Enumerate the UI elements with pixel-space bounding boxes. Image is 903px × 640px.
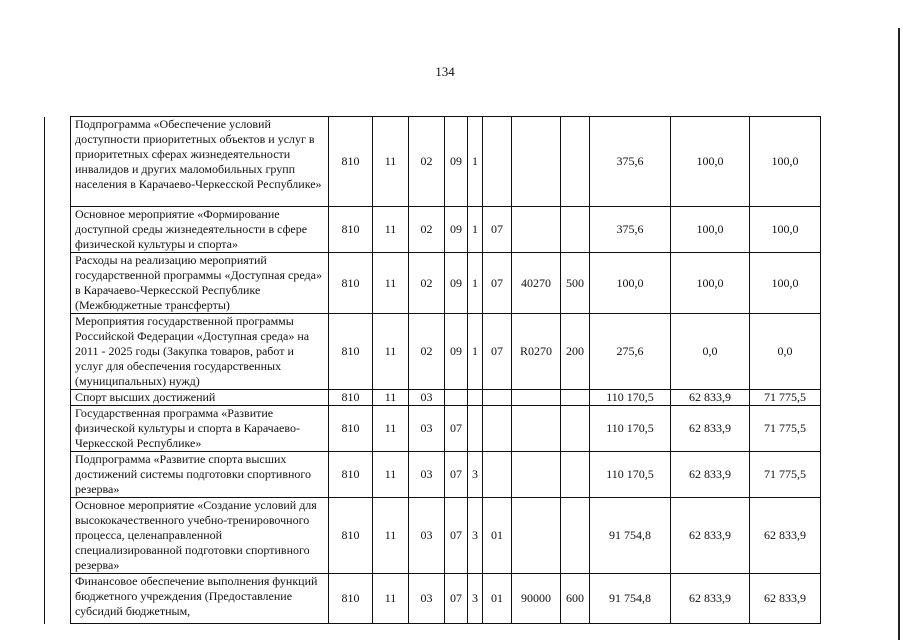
pr-cell: 02 bbox=[409, 314, 445, 390]
csr-subprogram-cell bbox=[468, 406, 483, 452]
csr-subprogram-cell bbox=[468, 390, 483, 406]
csr-program-cell: 07 bbox=[445, 452, 468, 498]
name-cell: Государственная программа «Развитие физической культуры и спорта в Карачаево-Черкесской Республике» bbox=[71, 406, 329, 452]
ved-cell: 810 bbox=[329, 390, 373, 406]
scan-edge-line bbox=[898, 28, 900, 640]
rz-cell: 11 bbox=[373, 406, 409, 452]
row-number-cell bbox=[45, 390, 71, 406]
csr-event-cell bbox=[483, 452, 512, 498]
ved-cell: 810 bbox=[329, 207, 373, 253]
name-cell: Финансовое обеспечение выполнения функций бюджетного учреждения (Предоставление субсидий бюджетным, bbox=[71, 574, 329, 624]
csr-subprogram-cell: 3 bbox=[468, 498, 483, 574]
year2-amount-cell: 62 833,9 bbox=[671, 390, 750, 406]
rz-cell: 11 bbox=[373, 253, 409, 314]
table-row bbox=[45, 498, 821, 574]
csr-event-cell: 07 bbox=[483, 253, 512, 314]
year3-amount-cell: 100,0 bbox=[750, 207, 821, 253]
row-number-cell bbox=[45, 498, 71, 574]
name-cell: Основное мероприятие «Формирование доступной среды жизнедеятельности в сфере физической культуры и спорта» bbox=[71, 207, 329, 253]
ved-cell: 810 bbox=[329, 498, 373, 574]
name-cell: Основное мероприятие «Создание условий для высококачественного учебно-тренировочного процесса, целенаправленной специализированной подготовки спортивного резерва» bbox=[71, 498, 329, 574]
vr-cell bbox=[561, 117, 590, 207]
budget-table bbox=[44, 116, 821, 624]
csr-event-cell: 01 bbox=[483, 574, 512, 624]
year2-amount-cell: 62 833,9 bbox=[671, 452, 750, 498]
year2-amount-cell: 62 833,9 bbox=[671, 574, 750, 624]
name-cell: Подпрограмма «Развитие спорта высших достижений системы подготовки спортивного резерва» bbox=[71, 452, 329, 498]
vr-cell bbox=[561, 452, 590, 498]
ved-cell: 810 bbox=[329, 574, 373, 624]
csr-event-cell bbox=[483, 406, 512, 452]
rz-cell: 11 bbox=[373, 207, 409, 253]
year1-amount-cell: 100,0 bbox=[590, 253, 671, 314]
row-number-cell bbox=[45, 406, 71, 452]
pr-cell: 03 bbox=[409, 452, 445, 498]
pr-cell: 03 bbox=[409, 574, 445, 624]
table-row bbox=[45, 452, 821, 498]
row-number-cell bbox=[45, 207, 71, 253]
year2-amount-cell: 0,0 bbox=[671, 314, 750, 390]
year1-amount-cell: 91 754,8 bbox=[590, 574, 671, 624]
csr-event-cell: 07 bbox=[483, 207, 512, 253]
ved-cell: 810 bbox=[329, 253, 373, 314]
csr-subprogram-cell: 3 bbox=[468, 452, 483, 498]
vr-cell bbox=[561, 207, 590, 253]
csr-program-cell: 07 bbox=[445, 574, 468, 624]
name-cell: Мероприятия государственной программы Российской Федерации «Доступная среда» на 2011 - 2025 годы (Закупка товаров, работ и услуг для обеспечения государственных (муниципальных) нужд) bbox=[71, 314, 329, 390]
csr-subprogram-cell: 3 bbox=[468, 574, 483, 624]
table-body bbox=[45, 117, 821, 624]
year1-amount-cell: 91 754,8 bbox=[590, 498, 671, 574]
year1-amount-cell: 110 170,5 bbox=[590, 390, 671, 406]
name-cell: Подпрограмма «Обеспечение условий доступности приоритетных объектов и услуг в приоритетных сферах жизнедеятельности инвалидов и других маломобильных групп населения в Карачаево-Черкесской Республике» bbox=[71, 117, 329, 207]
vr-cell bbox=[561, 390, 590, 406]
ved-cell: 810 bbox=[329, 452, 373, 498]
vr-cell bbox=[561, 498, 590, 574]
csr-program-cell: 07 bbox=[445, 406, 468, 452]
ved-cell: 810 bbox=[329, 117, 373, 207]
year3-amount-cell: 100,0 bbox=[750, 253, 821, 314]
csr-subprogram-cell: 1 bbox=[468, 207, 483, 253]
table-row bbox=[45, 117, 821, 207]
csr-program-cell: 09 bbox=[445, 314, 468, 390]
ved-cell: 810 bbox=[329, 406, 373, 452]
row-number-cell bbox=[45, 452, 71, 498]
year2-amount-cell: 100,0 bbox=[671, 253, 750, 314]
row-number-cell bbox=[45, 574, 71, 624]
table-row bbox=[45, 574, 821, 624]
year3-amount-cell: 62 833,9 bbox=[750, 498, 821, 574]
csr-direction-cell: 90000 bbox=[512, 574, 561, 624]
vr-cell bbox=[561, 406, 590, 452]
rz-cell: 11 bbox=[373, 498, 409, 574]
csr-subprogram-cell: 1 bbox=[468, 117, 483, 207]
csr-program-cell: 09 bbox=[445, 117, 468, 207]
year3-amount-cell: 71 775,5 bbox=[750, 390, 821, 406]
pr-cell: 03 bbox=[409, 390, 445, 406]
year3-amount-cell: 0,0 bbox=[750, 314, 821, 390]
year2-amount-cell: 100,0 bbox=[671, 207, 750, 253]
csr-direction-cell bbox=[512, 498, 561, 574]
csr-direction-cell bbox=[512, 406, 561, 452]
csr-program-cell: 09 bbox=[445, 207, 468, 253]
pr-cell: 03 bbox=[409, 498, 445, 574]
pr-cell: 02 bbox=[409, 253, 445, 314]
rz-cell: 11 bbox=[373, 390, 409, 406]
csr-event-cell bbox=[483, 390, 512, 406]
csr-direction-cell bbox=[512, 117, 561, 207]
pr-cell: 02 bbox=[409, 207, 445, 253]
vr-cell: 200 bbox=[561, 314, 590, 390]
vr-cell: 500 bbox=[561, 253, 590, 314]
rz-cell: 11 bbox=[373, 452, 409, 498]
csr-direction-cell: 40270 bbox=[512, 253, 561, 314]
table-row bbox=[45, 314, 821, 390]
csr-program-cell: 09 bbox=[445, 253, 468, 314]
row-number-cell bbox=[45, 117, 71, 207]
csr-subprogram-cell: 1 bbox=[468, 253, 483, 314]
table-row bbox=[45, 406, 821, 452]
year3-amount-cell: 71 775,5 bbox=[750, 452, 821, 498]
year1-amount-cell: 110 170,5 bbox=[590, 406, 671, 452]
table-row bbox=[45, 207, 821, 253]
csr-event-cell bbox=[483, 117, 512, 207]
year1-amount-cell: 110 170,5 bbox=[590, 452, 671, 498]
rz-cell: 11 bbox=[373, 314, 409, 390]
rz-cell: 11 bbox=[373, 574, 409, 624]
table-row bbox=[45, 390, 821, 406]
vr-cell: 600 bbox=[561, 574, 590, 624]
pr-cell: 02 bbox=[409, 117, 445, 207]
year1-amount-cell: 375,6 bbox=[590, 207, 671, 253]
row-number-cell bbox=[45, 253, 71, 314]
csr-program-cell: 07 bbox=[445, 498, 468, 574]
year2-amount-cell: 62 833,9 bbox=[671, 498, 750, 574]
csr-direction-cell bbox=[512, 207, 561, 253]
csr-event-cell: 07 bbox=[483, 314, 512, 390]
year3-amount-cell: 62 833,9 bbox=[750, 574, 821, 624]
name-cell: Спорт высших достижений bbox=[71, 390, 329, 406]
row-number-cell bbox=[45, 314, 71, 390]
csr-direction-cell: R0270 bbox=[512, 314, 561, 390]
year3-amount-cell: 100,0 bbox=[750, 117, 821, 207]
rz-cell: 11 bbox=[373, 117, 409, 207]
name-cell: Расходы на реализацию мероприятий государственной программы «Доступная среда» в Карачаево-Черкесской Республике (Межбюджетные трансферты) bbox=[71, 253, 329, 314]
csr-direction-cell bbox=[512, 390, 561, 406]
page-number: 134 bbox=[435, 64, 455, 79]
year1-amount-cell: 375,6 bbox=[590, 117, 671, 207]
year1-amount-cell: 275,6 bbox=[590, 314, 671, 390]
pr-cell: 03 bbox=[409, 406, 445, 452]
csr-program-cell bbox=[445, 390, 468, 406]
ved-cell: 810 bbox=[329, 314, 373, 390]
csr-direction-cell bbox=[512, 452, 561, 498]
csr-subprogram-cell: 1 bbox=[468, 314, 483, 390]
year3-amount-cell: 71 775,5 bbox=[750, 406, 821, 452]
table-row bbox=[45, 253, 821, 314]
year2-amount-cell: 62 833,9 bbox=[671, 406, 750, 452]
csr-event-cell: 01 bbox=[483, 498, 512, 574]
year2-amount-cell: 100,0 bbox=[671, 117, 750, 207]
